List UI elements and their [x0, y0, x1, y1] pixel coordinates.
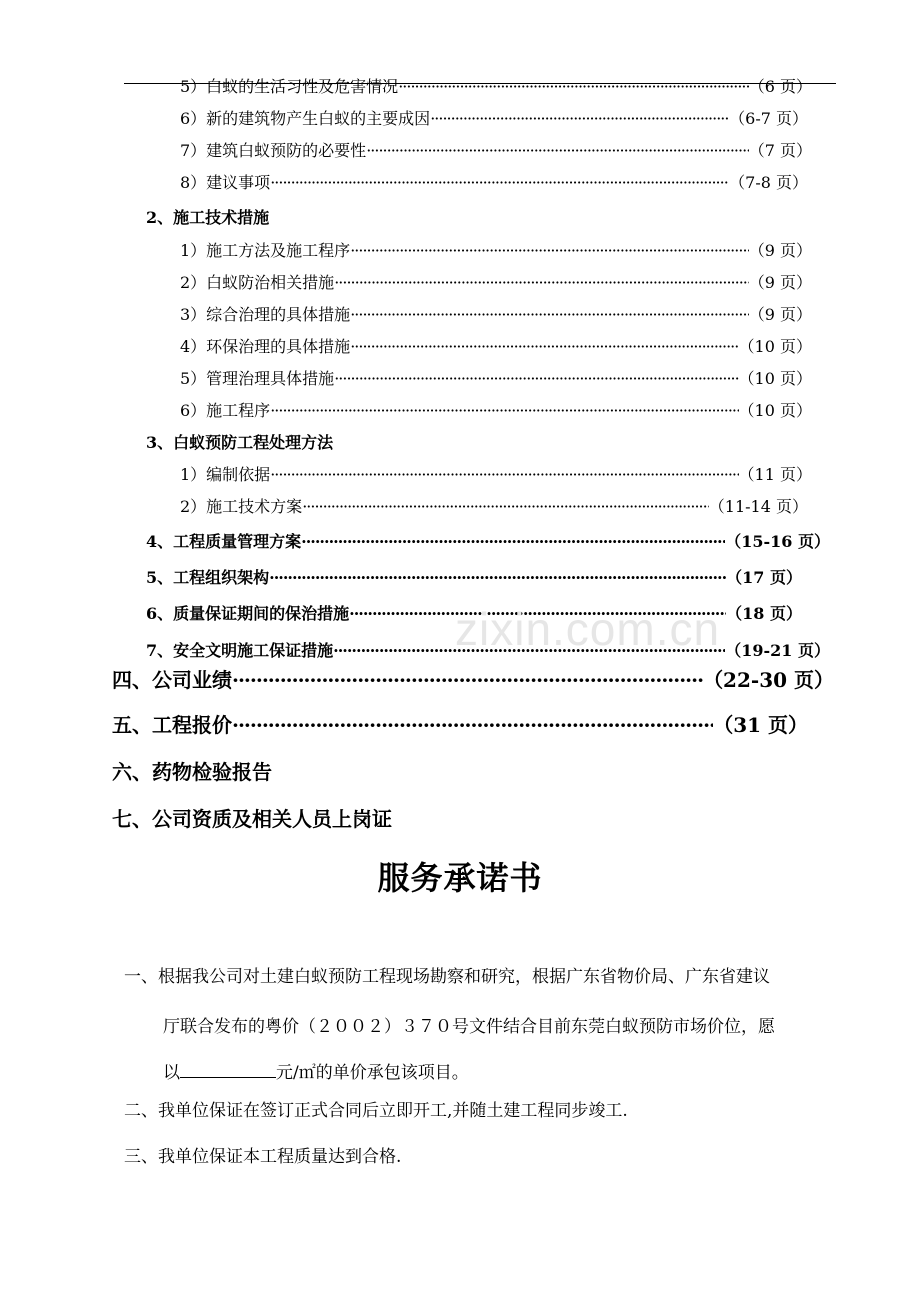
promise-text-prefix: 以 [163, 1063, 180, 1083]
toc-page: （6 页） [748, 77, 812, 96]
promise-paragraph-1-line-1: 一、根据我公司对土建白蚁预防工程现场勘察和研究，根据广东省物价局、广东省建议 [124, 967, 770, 987]
promise-paragraph-2: 二、我单位保证在签订正式合同后立即开工,并随土建工程同步竣工. [124, 1101, 628, 1121]
toc-item[interactable] [180, 106, 808, 129]
toc-item-label: 4）环保治理的具体措施 [180, 337, 351, 356]
toc-item[interactable] [180, 334, 812, 357]
toc-leader [269, 568, 726, 587]
toc-item[interactable] [180, 138, 812, 161]
price-blank-field[interactable] [180, 1062, 276, 1078]
toc-item[interactable] [180, 74, 812, 97]
toc-item-label: 7）建筑白蚁预防的必要性 [180, 141, 367, 160]
toc-page: （10 页） [738, 369, 812, 388]
toc-leader [232, 668, 703, 692]
toc-leader [301, 532, 725, 551]
toc-chapter-title[interactable]: 六、药物检验报告 [112, 760, 272, 784]
toc-page: （10 页） [738, 337, 812, 356]
toc-leader [232, 713, 713, 737]
toc-chapter[interactable] [112, 709, 808, 738]
toc-page: （11 页） [738, 465, 812, 484]
toc-page: （10 页） [738, 401, 812, 420]
toc-leader [398, 77, 749, 96]
toc-leader [366, 141, 749, 160]
toc-item-label: 2）施工技术方案 [180, 497, 303, 516]
toc-item-label: 6）新的建筑物产生白蚁的主要成因 [180, 109, 431, 128]
toc-item-label: 3）综合治理的具体措施 [180, 305, 351, 324]
toc-chapter-label: 四、公司业绩 [112, 668, 232, 692]
toc-leader [334, 273, 749, 292]
toc-page: （6-7 页） [729, 109, 808, 128]
toc-page: （17 页） [726, 568, 802, 587]
toc-page: （9 页） [748, 241, 812, 260]
toc-page: （9 页） [748, 305, 812, 324]
toc-leader [350, 337, 738, 356]
toc-item[interactable] [180, 494, 808, 517]
toc-leader [270, 173, 729, 192]
toc-leader [302, 497, 709, 516]
toc-page: （19-21 页） [725, 641, 830, 660]
toc-page: （31 页） [713, 713, 808, 737]
toc-leader [430, 109, 729, 128]
toc-page: （22-30 页） [703, 668, 834, 692]
toc-item[interactable] [180, 398, 812, 421]
toc-chapter-title[interactable]: 七、公司资质及相关人员上岗证 [112, 807, 392, 831]
promise-paragraph-3: 三、我单位保证本工程质量达到合格. [124, 1147, 402, 1167]
toc-item[interactable] [180, 270, 812, 293]
toc-page: （9 页） [748, 273, 812, 292]
toc-leader [350, 241, 749, 260]
toc-chapter-label: 五、工程报价 [112, 713, 232, 737]
toc-leader [270, 465, 738, 484]
promise-text-suffix: 元/㎡的单价承包该项目。 [276, 1063, 469, 1083]
toc-section-label: 6、质量保证期间的保治措施 [146, 604, 350, 623]
toc-item[interactable] [180, 170, 808, 193]
toc-item-label: 2）白蚁防治相关措施 [180, 273, 335, 292]
toc-leader [334, 369, 738, 388]
toc-item[interactable] [180, 238, 812, 261]
toc-section-label: 5、工程组织架构 [146, 568, 270, 587]
toc-page: （15-16 页） [725, 532, 830, 551]
toc-item[interactable] [180, 302, 812, 325]
toc-page: （18 页） [726, 604, 802, 623]
toc-section-title[interactable]: 3、白蚁预防工程处理方法 [146, 433, 334, 452]
toc-item-label: 5）白蚁的生活习性及危害情况 [180, 77, 399, 96]
toc-section[interactable] [146, 529, 830, 552]
toc-section[interactable] [146, 565, 802, 588]
toc-page: （7 页） [748, 141, 812, 160]
toc-page: （11-14 页） [708, 497, 808, 516]
toc-section-label: 4、工程质量管理方案 [146, 532, 302, 551]
toc-item-label: 5）管理治理具体措施 [180, 369, 335, 388]
toc-section-title[interactable]: 2、施工技术措施 [146, 208, 270, 227]
watermark: zixin.com.cn [455, 603, 721, 655]
promise-paragraph-1-line-3 [163, 1058, 469, 1083]
toc-item[interactable] [180, 366, 812, 389]
toc-leader [350, 305, 749, 324]
toc-item-label: 1）施工方法及施工程序 [180, 241, 351, 260]
promise-title: 服务承诺书 [377, 859, 543, 897]
promise-paragraph-1-line-2: 厅联合发布的粤价（２００２）３７０号文件结合目前东莞白蚁预防市场价位，愿 [163, 1017, 775, 1037]
toc-leader [270, 401, 738, 420]
toc-section-label: 7、安全文明施工保证措施 [146, 641, 334, 660]
toc-item-label: 8）建议事项 [180, 173, 271, 192]
toc-chapter[interactable] [112, 664, 834, 693]
toc-page: （7-8 页） [729, 173, 808, 192]
toc-item-label: 6）施工程序 [180, 401, 271, 420]
toc-item[interactable] [180, 462, 812, 485]
toc-item-label: 1）编制依据 [180, 465, 271, 484]
